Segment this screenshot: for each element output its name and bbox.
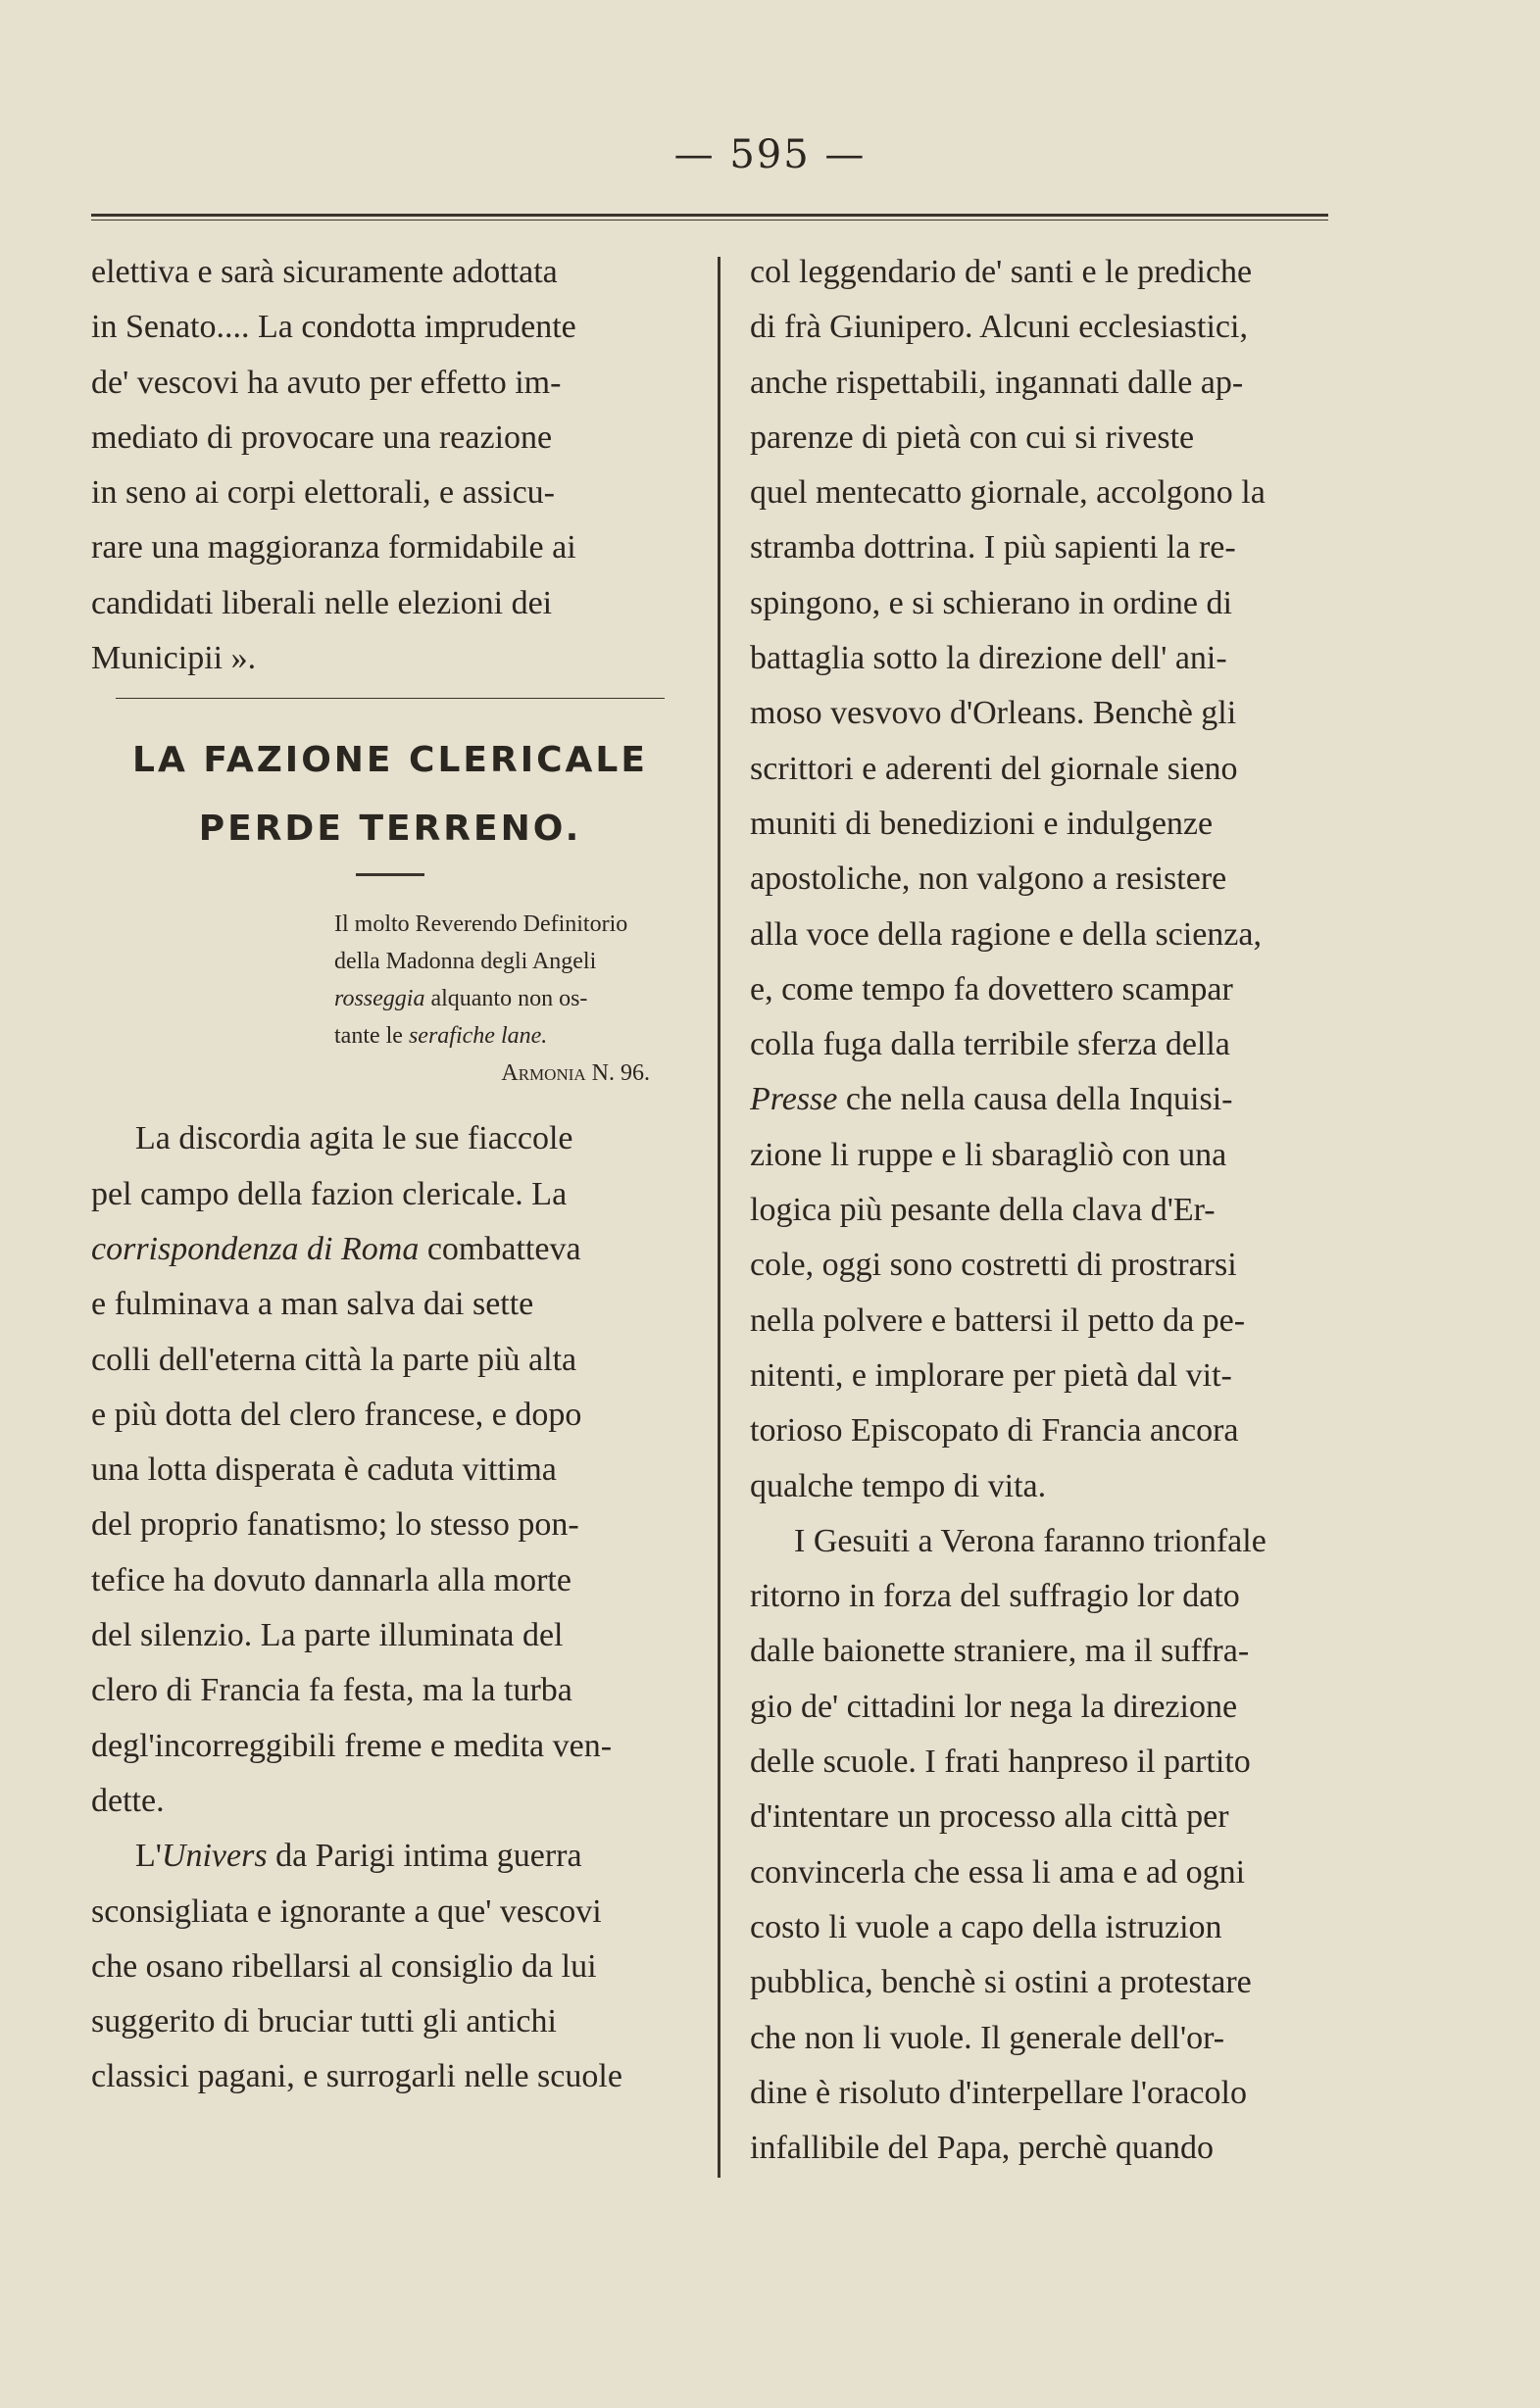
text-line: stramba dottrina. I più sapienti la re- [750, 529, 1236, 566]
text-line: in seno ai corpi elettorali, e assicu- [91, 474, 555, 512]
text-line: alla voce della ragione e della scienza, [750, 915, 1262, 953]
text-line: convincerla che essa li ama e ad ogni [750, 1853, 1246, 1891]
text-line [91, 1222, 689, 1277]
text-line: battaglia sotto la direzione dell' ani- [750, 640, 1227, 677]
right-column [750, 245, 1363, 2176]
text-line: dine è risoluto d'interpellare l'oracolo [750, 2074, 1247, 2111]
text-line: nella polvere e battersi il petto da pe- [750, 1302, 1246, 1339]
epigraph-italic: serafiche lane. [408, 1023, 548, 1050]
text-line: suggerito di bruciar tutti gli antichi [91, 2003, 557, 2040]
text-line: zione li ruppe e li sbaragliò con una [750, 1136, 1227, 1173]
text-line [750, 1072, 1363, 1127]
epigraph-line [334, 1017, 689, 1055]
text-line: dette. [91, 1782, 165, 1819]
text-line: anche rispettabili, ingannati dalle ap- [750, 364, 1244, 401]
text-line: infallibile del Papa, perchè quando [750, 2130, 1214, 2167]
italic-text: corrispondenza di Roma [91, 1230, 420, 1267]
text-line: rare una maggioranza formidabile ai [91, 529, 576, 566]
left-column [91, 245, 689, 2105]
text-line: tefice ha dovuto dannarla alla morte [91, 1561, 571, 1598]
text-line: e fulminava a man salva dai sette [91, 1286, 534, 1323]
text-span: che nella causa della Inquisi- [837, 1081, 1233, 1118]
article-title [91, 726, 689, 876]
text-line: torioso Episcopato di Francia ancora [750, 1412, 1239, 1450]
text-line: spingono, e si schierano in ordine di [750, 584, 1232, 621]
section-rule [116, 698, 665, 699]
epigraph-italic: rosseggia [334, 986, 425, 1012]
text-line: candidati liberali nelle elezioni dei [91, 584, 553, 621]
text-line: logica più pesante della clava d'Er- [750, 1192, 1216, 1229]
text-line: de' vescovi ha avuto per effetto im- [91, 364, 562, 401]
text-line: elettiva e sarà sicuramente adottata [91, 254, 558, 290]
text-line: colla fuga dalla terribile sferza della [750, 1026, 1230, 1063]
epigraph-line [334, 980, 689, 1017]
text-line: parenze di pietà con cui si riveste [750, 418, 1195, 456]
text-line: sconsigliata e ignorante a que' vescovi [91, 1892, 602, 1930]
text-line: mediato di provocare una reazione [91, 418, 553, 456]
text-line: d'intentare un processo alla città per [750, 1798, 1229, 1836]
text-line: scrittori e aderenti del giornale sieno [750, 750, 1238, 787]
italic-text: Univers [161, 1838, 268, 1875]
text-line: moso vesvovo d'Orleans. Benchè gli [750, 695, 1237, 732]
header-rule [91, 214, 1328, 221]
article-body [91, 1111, 689, 2104]
text-line: qualche tempo di vita. [750, 1467, 1047, 1504]
epigraph [334, 906, 689, 1092]
text-line: muniti di benedizioni e indulgenze [750, 805, 1214, 842]
text-line: dalle baionette straniere, ma il suffra- [750, 1633, 1250, 1670]
text-line: degl'incorreggibili freme e medita ven- [91, 1727, 613, 1764]
title-dash [356, 873, 424, 876]
text-line: La discordia agita le sue fiaccole [135, 1120, 573, 1157]
text-line: gio de' cittadini lor nega la direzione [750, 1688, 1238, 1725]
text-line: cole, oggi sono costretti di prostrarsi [750, 1247, 1237, 1284]
column-divider [718, 257, 720, 2178]
text-line: quel mentecatto giornale, accolgono la [750, 474, 1266, 512]
text-line: del silenzio. La parte illuminata del [91, 1617, 564, 1654]
epigraph-line: della Madonna degli Angeli [334, 949, 597, 975]
text-line: che non li vuole. Il generale dell'or- [750, 2019, 1225, 2056]
text-line: clero di Francia fa festa, ma la turba [91, 1672, 572, 1709]
title-line: PERDE TERRENO. [198, 809, 582, 850]
text-line: Municipii ». [91, 640, 257, 677]
page-number: — 595 — [673, 132, 867, 177]
text-line: pel campo della fazion clericale. La [91, 1175, 568, 1212]
text-line: pubblica, benchè si ostini a protestare [750, 1964, 1252, 2001]
text-line: classici pagani, e surrogarli nelle scuole [91, 2058, 622, 2095]
text-span: combatteva [419, 1230, 581, 1267]
text-line: I Gesuiti a Verona faranno trionfale [794, 1522, 1267, 1559]
text-line: di frà Giunipero. Alcuni ecclesiastici, [750, 309, 1248, 346]
epigraph-line: Il molto Reverendo Definitorio [334, 911, 628, 938]
text-line: nitenti, e implorare per pietà dal vit- [750, 1356, 1232, 1394]
intro-lines [91, 245, 689, 686]
title-line: LA FAZIONE CLERICALE [132, 740, 648, 781]
text-line: in Senato.... La condotta imprudente [91, 309, 576, 346]
italic-text: Presse [750, 1081, 838, 1118]
epigraph-text: tante le [334, 1023, 409, 1050]
text-line: apostoliche, non valgono a resistere [750, 860, 1227, 898]
text-span: L' [135, 1838, 162, 1875]
epigraph-signature: Armonia N. 96. [501, 1060, 650, 1087]
text-line: delle scuole. I frati hanpreso il partito [750, 1744, 1251, 1781]
text-line: del proprio fanatismo; lo stesso pon- [91, 1506, 579, 1544]
text-line: ritorno in forza del suffragio lor dato [750, 1578, 1240, 1615]
text-line: col leggendario de' santi e le prediche [750, 254, 1253, 290]
epigraph-text: alquanto non os- [424, 986, 588, 1012]
text-line: una lotta disperata è caduta vittima [91, 1451, 557, 1489]
text-line: e, come tempo fa dovettero scampar [750, 970, 1233, 1007]
text-span: da Parigi intima guerra [267, 1838, 582, 1875]
text-line: costo li vuole a capo della istruzion [750, 1908, 1222, 1945]
text-line: che osano ribellarsi al consiglio da lui [91, 1947, 597, 1985]
text-line: colli dell'eterna città la parte più alta [91, 1341, 577, 1378]
text-line: e più dotta del clero francese, e dopo [91, 1396, 582, 1433]
text-line [91, 1829, 689, 1884]
